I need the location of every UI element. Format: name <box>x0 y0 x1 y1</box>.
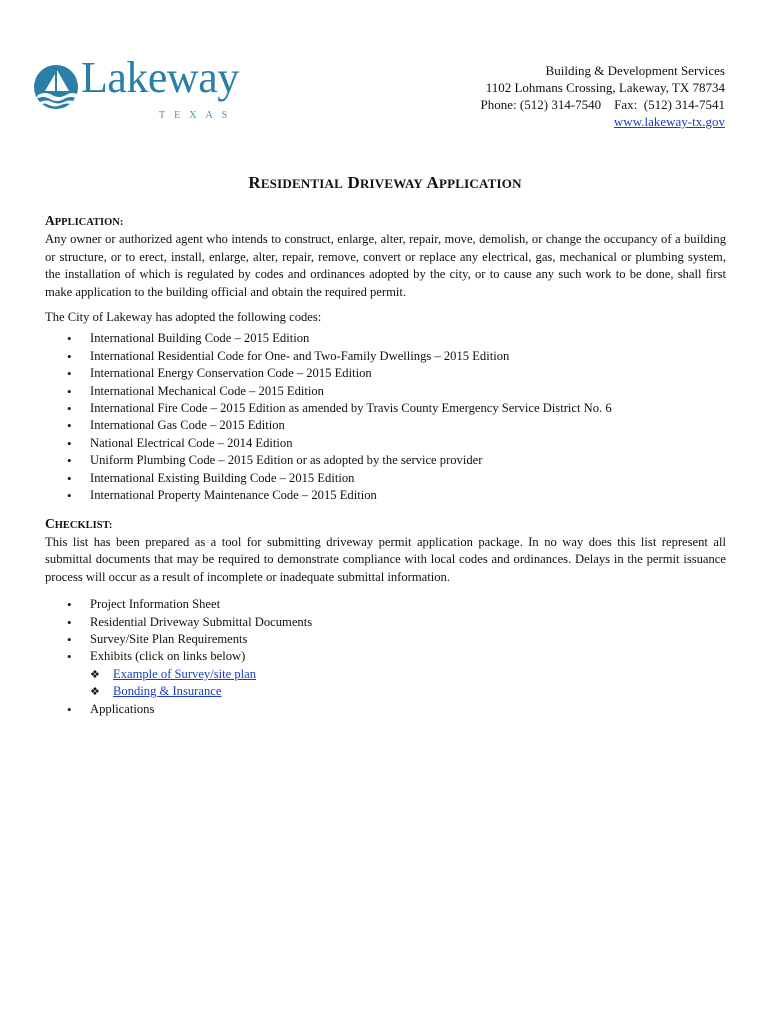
application-intro: Any owner or authorized agent who intends to construct, enlarge, alter, repair, move, demolish, or change the occupancy of a building or structure, or to erect, install, enlarge, alter, repair, remove, convert or replace any electrical, gas, mechanical or plumbing system, the installation of which is regulated by codes and ordinances adopted by the city, or to cause any such work to be done, shall first make application to the building official and obtain the required permit. <box>45 232 726 299</box>
checklist-heading: CHECKLIST: <box>45 515 113 531</box>
checklist-list <box>45 596 726 718</box>
street-address: 1102 Lohmans Crossing, Lakeway, TX 78734 <box>485 80 725 95</box>
checklist-intro: This list has been prepared as a tool for submitting driveway permit application package. In no way does this list represent all submittal documents that may be required to demonstrate compliance with local codes and ordinances. Delays in the permit issuance process will occur as a result of incomplete or inadequate submittal information. <box>45 534 726 584</box>
logo-subtitle: TEXAS <box>159 110 237 121</box>
website-link[interactable]: www.lakeway-tx.gov <box>613 114 725 129</box>
contact-block <box>405 62 725 130</box>
list-item: • International Residential Code for One- and Two-Family Dwellings – 2015 Edition <box>45 348 726 365</box>
application-heading: APPLICATION: <box>45 213 124 228</box>
list-item: • International Energy Conservation Code – 2015 Edition <box>45 365 726 382</box>
list-item: • Residential Driveway Submittal Documents <box>45 614 726 631</box>
list-item: • Applications <box>45 701 726 718</box>
sailboat-icon <box>33 64 79 110</box>
page-title: RESIDENTIAL DRIVEWAY APPLICATION <box>248 173 522 192</box>
bonding-insurance-link[interactable]: Bonding & Insurance <box>113 684 222 699</box>
list-item: • International Building Code – 2015 Edition <box>45 330 726 347</box>
list-item: • International Property Maintenance Code – 2015 Edition <box>45 487 726 504</box>
diamond-bullet-icon: ❖ <box>90 667 100 681</box>
main-content <box>45 212 726 718</box>
list-item: • International Fire Code – 2015 Edition as amended by Travis County Emergency Service District No. 6 <box>45 400 726 417</box>
list-item: • International Gas Code – 2015 Edition <box>45 417 726 434</box>
phone-fax: Phone: (512) 314-7540 Fax: (512) 314-7541 <box>480 97 725 112</box>
lakeway-logo <box>33 53 273 130</box>
exhibit-links <box>90 666 726 701</box>
sub-list-item <box>90 683 726 700</box>
list-item: • Survey/Site Plan Requirements <box>45 631 726 648</box>
list-item: • International Existing Building Code – 2015 Edition <box>45 470 726 487</box>
codes-intro: The City of Lakeway has adopted the following codes: <box>45 310 322 325</box>
list-item: • International Mechanical Code – 2015 Edition <box>45 383 726 400</box>
logo-wordmark: Lakeway <box>81 53 239 102</box>
survey-plan-link[interactable]: Example of Survey/site plan <box>113 666 257 681</box>
sub-list-item <box>90 666 726 683</box>
list-item: • National Electrical Code – 2014 Edition <box>45 435 726 452</box>
list-item: • Project Information Sheet <box>45 596 726 613</box>
exhibits-label: Exhibits (click on links below) <box>90 649 246 664</box>
list-item <box>45 648 726 700</box>
diamond-bullet-icon: ❖ <box>90 685 100 699</box>
list-item: • Uniform Plumbing Code – 2015 Edition or as adopted by the service provider <box>45 452 726 469</box>
codes-list <box>45 330 726 504</box>
department-name: Building & Development Services <box>545 63 725 78</box>
